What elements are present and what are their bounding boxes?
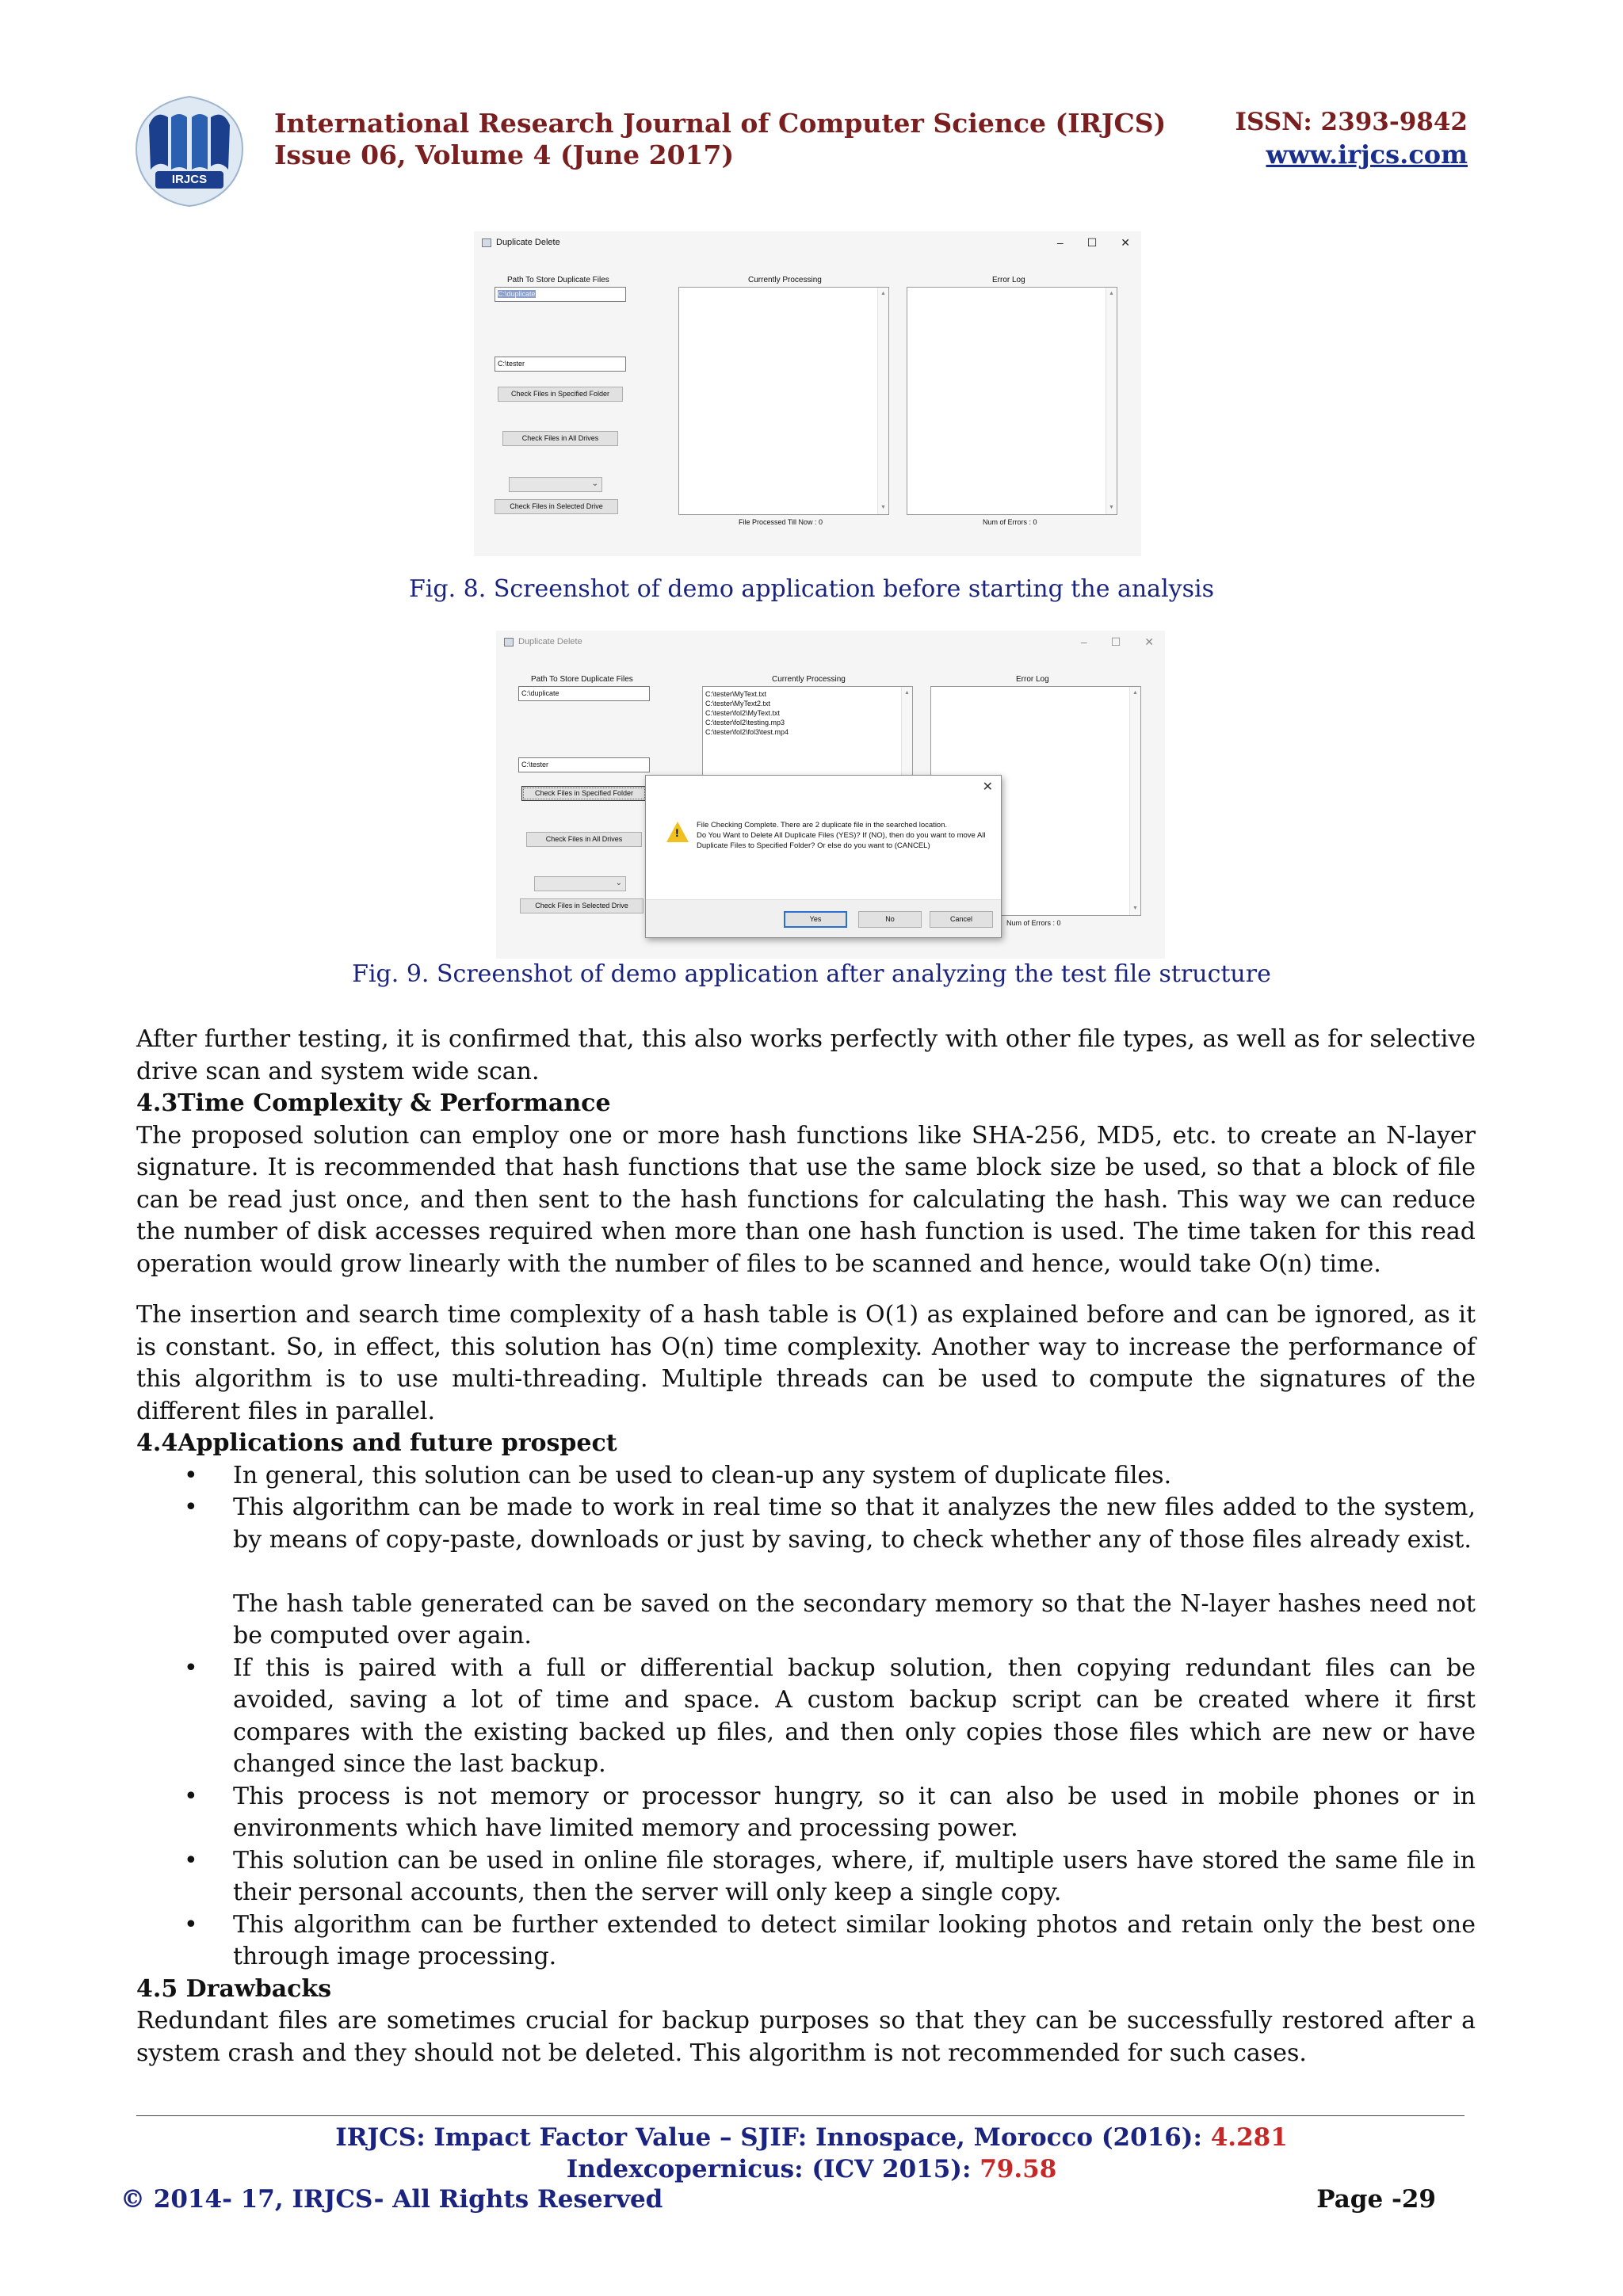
app-window-icon <box>504 638 514 646</box>
drive-select[interactable] <box>509 477 602 492</box>
heading-4-4: 4.4Applications and future prospect <box>136 1429 617 1457</box>
error-log-list[interactable] <box>907 287 1117 515</box>
drive-select[interactable] <box>534 876 626 891</box>
minimize-icon[interactable]: – <box>1056 236 1064 249</box>
list-item: • This algorithm can be further extended to detect similar looking photos and retain only the best one through image processing. <box>184 1910 1476 1970</box>
fig9-window-controls <box>1081 635 1154 649</box>
list-item: C:\tester\fol2\fol3\test.mp4 <box>705 728 789 736</box>
fig8-window-title: Duplicate Delete <box>482 238 560 247</box>
list-item: C:\tester\fol2\MyText.txt <box>705 709 781 717</box>
dialog-message: File Checking Complete. There are 2 duplicate file in the searched location. Do You Want to Delete All Duplicate Files (YES)? If (NO), then do you want to move All Duplicate Files to Specified Folder? Or else do you want to (CANCEL) <box>697 821 986 850</box>
scrollbar[interactable] <box>1129 687 1140 915</box>
fig8-window-controls <box>1057 236 1130 250</box>
fig9-screenshot <box>496 631 1165 959</box>
files-processed-status: File Processed Till Now : 0 <box>739 518 823 526</box>
error-log-label: Error Log <box>992 276 1025 284</box>
heading-4-3: 4.3Time Complexity & Performance <box>136 1089 611 1117</box>
list-item-continuation: The hash table generated can be saved on the secondary memory so that the N-layer hashes need not be computed over again. <box>233 1589 1476 1650</box>
scrollbar[interactable] <box>1106 288 1117 514</box>
footer-divider <box>136 2115 1465 2116</box>
currently-processing-label: Currently Processing <box>772 675 846 684</box>
journal-website-link[interactable]: www.irjcs.com <box>1266 139 1468 170</box>
minimize-icon[interactable]: – <box>1080 635 1087 648</box>
logo-emblem <box>132 93 247 209</box>
cancel-button[interactable]: Cancel <box>930 911 993 928</box>
check-selected-drive-button[interactable]: Check Files in Selected Drive <box>520 898 643 913</box>
bullet-icon: • <box>184 1846 198 1875</box>
fig9-caption: Fig. 9. Screenshot of demo application after analyzing the test file structure <box>352 960 1271 988</box>
no-button[interactable]: No <box>858 911 922 928</box>
impact-factor-value: 4.281 <box>1210 2123 1288 2152</box>
check-all-drives-button[interactable]: Check Files in All Drives <box>502 431 618 446</box>
list-item: C:\tester\MyText.txt <box>705 690 767 698</box>
warning-exclamation: ! <box>675 826 679 839</box>
list-item: • This solution can be used in online file storages, where, if, multiple users have stored the same file in their personal accounts, then the server will only keep a single copy. <box>184 1846 1476 1906</box>
path-label: Path To Store Duplicate Files <box>531 675 633 684</box>
num-errors-status: Num of Errors : 0 <box>983 518 1037 526</box>
folder-input[interactable]: C:\tester <box>495 357 626 372</box>
icv-value: 79.58 <box>980 2155 1057 2183</box>
paragraph-intro: After further testing, it is confirmed that, this also works perfectly with other file types, as well as for selective drive scan and system wide scan. <box>136 1025 1476 1085</box>
path-input[interactable]: C:\duplicate <box>518 686 650 701</box>
list-item: C:\tester\fol2\testing.mp3 <box>705 719 785 727</box>
paragraph-4-3a: The proposed solution can employ one or more hash functions like SHA-256, MD5, etc. to create an N-layer signature. It is recommended that hash functions that use the same block size be used, so that a block of file can be read just once, and then sent to the hash functions for calculating the hash. This way we can reduce the number of disk accesses required when more than one hash function is used. The time taken for this read operation would grow linearly with the number of files to be scanned and hence, would take O(n) time. <box>136 1121 1476 1278</box>
footer-impact-factor: IRJCS: Impact Factor Value – SJIF: Innospace, Morocco (2016): 4.281 <box>335 2123 1288 2152</box>
check-specified-folder-button[interactable]: Check Files in Specified Folder <box>498 387 623 402</box>
num-errors-status: Num of Errors : 0 <box>1006 919 1061 927</box>
journal-title: International Research Journal of Computer Science (IRJCS) <box>274 108 1167 139</box>
maximize-icon[interactable]: ☐ <box>1110 635 1121 648</box>
journal-logo <box>132 93 247 209</box>
folder-input[interactable]: C:\tester <box>518 757 650 772</box>
check-selected-drive-button[interactable]: Check Files in Selected Drive <box>495 499 618 514</box>
bullet-icon: • <box>184 1461 198 1489</box>
journal-issn: ISSN: 2393-9842 <box>1235 108 1468 136</box>
close-icon[interactable]: ✕ <box>1144 635 1154 648</box>
check-specified-folder-button[interactable]: Check Files in Specified Folder <box>521 786 647 801</box>
chevron-down-icon: ⌄ <box>615 879 622 887</box>
currently-processing-label: Currently Processing <box>748 276 822 284</box>
body-text <box>136 1024 1476 2069</box>
fig8-caption: Fig. 8. Screenshot of demo application before starting the analysis <box>408 575 1214 603</box>
applications-list-cont <box>136 1653 1476 1974</box>
yes-button[interactable]: Yes <box>784 911 847 928</box>
check-all-drives-button[interactable]: Check Files in All Drives <box>526 832 642 847</box>
close-icon[interactable]: ✕ <box>1121 236 1130 249</box>
list-item: • If this is paired with a full or differential backup solution, then copying redundant files can be avoided, saving a lot of time and space. A custom backup script can be created where it first compares with the existing backed up files, and then only copies those files which are new or have changed since the last backup. <box>184 1653 1476 1778</box>
chevron-down-icon: ⌄ <box>591 479 598 488</box>
close-icon[interactable]: ✕ <box>982 780 993 794</box>
bullet-icon: • <box>184 1910 198 1939</box>
footer-copyright: © 2014- 17, IRJCS- All Rights Reserved <box>120 2185 663 2214</box>
currently-processing-list[interactable] <box>678 287 889 515</box>
bullet-icon: • <box>184 1653 198 1682</box>
page-number: Page -29 <box>1316 2185 1436 2214</box>
path-label: Path To Store Duplicate Files <box>507 276 609 284</box>
list-item: • In general, this solution can be used to clean-up any system of duplicate files. <box>136 1460 1476 1493</box>
error-log-label: Error Log <box>1016 675 1049 684</box>
list-item: • This algorithm can be made to work in real time so that it analyzes the new files added to the system, by means of copy-paste, downloads or just by saving, to check whether any of those files already exist. <box>184 1493 1476 1554</box>
path-input[interactable]: C:\duplicate <box>495 287 626 302</box>
applications-list <box>136 1460 1476 1557</box>
paragraph-4-5: Redundant files are sometimes crucial for backup purposes so that they can be successfully restored after a system crash and they should not be deleted. This algorithm is not recommended for such cases. <box>136 2007 1476 2067</box>
bullet-icon: • <box>184 1782 198 1810</box>
app-window-icon <box>482 238 491 247</box>
list-item: • This process is not memory or processor hungry, so it can also be used in mobile phones or in environments which have limited memory and processing power. <box>184 1782 1476 1842</box>
fig9-window-title: Duplicate Delete <box>504 637 582 646</box>
paragraph-4-3b: The insertion and search time complexity of a hash table is O(1) as explained before and can be ignored, as it is constant. So, in effect, this solution has O(n) time complexity. Another way to increase the performance of this algorithm is to use multi-threading. Multiple threads can be used to compute the signatures of the different files in parallel. <box>136 1301 1476 1425</box>
logo-text: IRJCS <box>171 173 208 186</box>
scrollbar[interactable] <box>877 288 888 514</box>
list-item: C:\tester\MyText2.txt <box>705 700 771 707</box>
bullet-icon: • <box>184 1493 198 1521</box>
dialog-footer <box>646 899 1001 937</box>
journal-issue: Issue 06, Volume 4 (June 2017) <box>274 139 735 170</box>
fig8-screenshot <box>474 231 1141 556</box>
footer-index: Indexcopernicus: (ICV 2015): 79.58 <box>566 2155 1057 2183</box>
maximize-icon[interactable]: ☐ <box>1086 236 1098 249</box>
duplicate-confirm-dialog <box>645 775 1002 938</box>
heading-4-5: 4.5 Drawbacks <box>136 1974 332 2003</box>
